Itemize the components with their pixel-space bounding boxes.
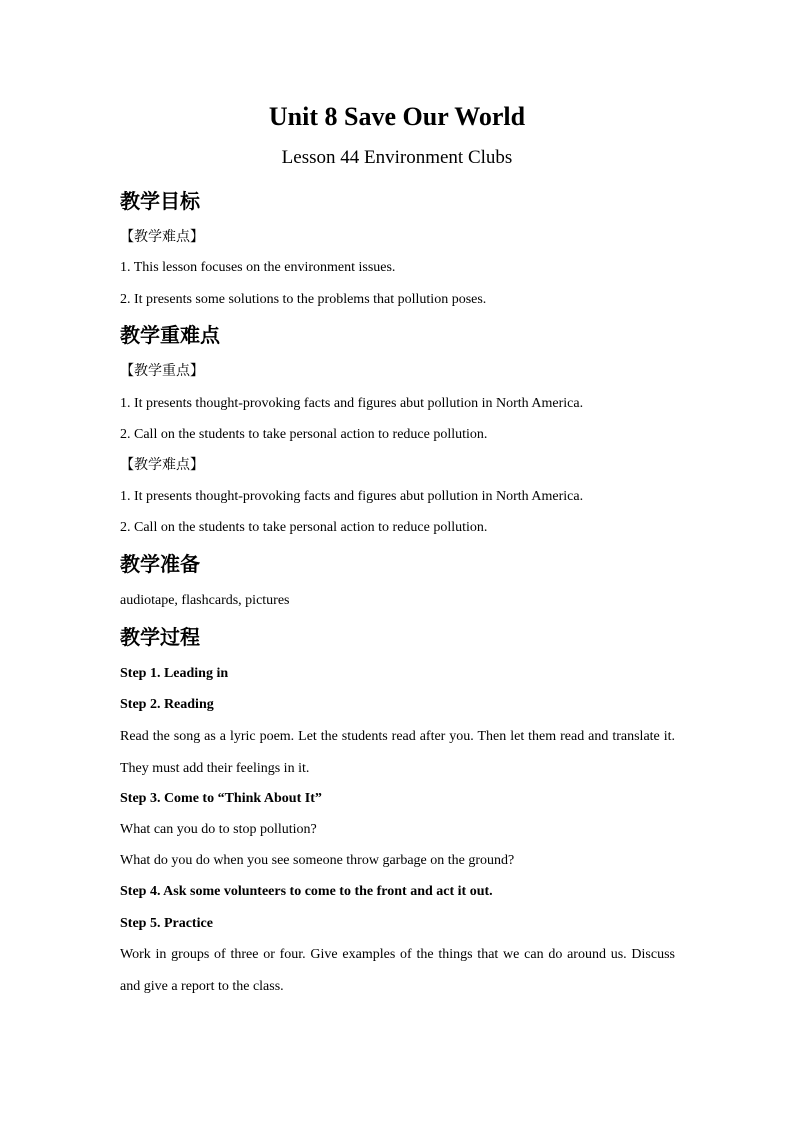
step-3-question-1: What can you do to stop pollution? [120, 822, 317, 837]
step-2-text: Read the song as a lyric poem. Let the students read after you. Then let them read and translate it. They must add their feelings in it. [120, 729, 675, 776]
objectives-item-2: 2. It presents some solutions to the problems that pollution poses. [120, 292, 487, 307]
preparation-text: audiotape, flashcards, pictures [120, 593, 290, 608]
step-5-heading: Step 5. Practice [120, 916, 213, 931]
key-points-focus-label: 【教学重点】 [120, 363, 204, 379]
key-points-heading: 教学重难点 [120, 323, 220, 347]
document-title: Unit 8 Save Our World [268, 102, 526, 131]
objectives-item-1: 1. This lesson focuses on the environment issues. [120, 260, 396, 275]
step-3-question-2: What do you do when you see someone throw garbage on the ground? [120, 853, 515, 868]
step-1-heading: Step 1. Leading in [120, 666, 229, 681]
step-2-heading: Step 2. Reading [120, 697, 214, 712]
key-points-difficulty-item-2: 2. Call on the students to take personal action to reduce pollution. [120, 520, 488, 535]
key-points-difficulty-item-1: 1. It presents thought-provoking facts and figures abut pollution in North America. [120, 489, 584, 504]
step-4-heading: Step 4. Ask some volunteers to come to the front and act it out. [120, 884, 493, 899]
key-points-difficulty-label: 【教学难点】 [120, 457, 204, 473]
step-3-heading: Step 3. Come to “Think About It” [120, 791, 322, 806]
key-points-focus-item-1: 1. It presents thought-provoking facts and figures abut pollution in North America. [120, 396, 584, 411]
step-5-text: Work in groups of three or four. Give examples of the things that we can do around us. Discuss and give a report to the class. [120, 947, 675, 994]
objectives-label: 【教学难点】 [120, 229, 204, 245]
preparation-heading: 教学准备 [120, 552, 200, 576]
document-subtitle: Lesson 44 Environment Clubs [281, 147, 513, 168]
key-points-focus-item-2: 2. Call on the students to take personal action to reduce pollution. [120, 427, 488, 442]
process-heading: 教学过程 [120, 625, 200, 649]
objectives-heading: 教学目标 [120, 189, 200, 213]
